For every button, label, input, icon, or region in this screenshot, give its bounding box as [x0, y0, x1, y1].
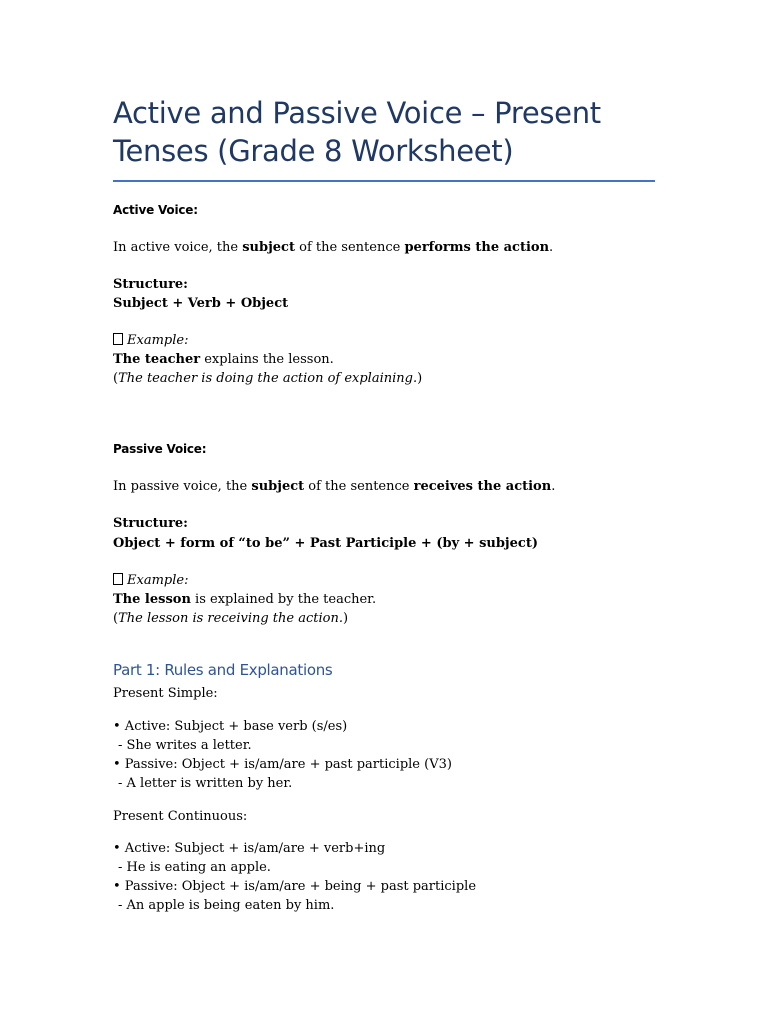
active-def-bold-2: performs the action	[404, 240, 550, 255]
paren-open: (	[113, 611, 119, 626]
active-voice-heading: Active Voice:	[113, 203, 198, 217]
passive-example-rest: is explained by the teacher.	[190, 592, 377, 607]
passive-structure-text: Object + form of “to be” + Past Participle + (by + subject)	[113, 536, 538, 551]
active-example-explanation	[113, 370, 422, 388]
example-icon	[113, 333, 123, 345]
passive-example-label	[113, 572, 188, 590]
title-divider	[113, 180, 655, 182]
list-item: • Active: Subject + is/am/are + verb+ing	[113, 841, 386, 856]
list-item: • Passive: Object + is/am/are + being + past participle	[113, 879, 477, 894]
passive-structure-label	[113, 515, 188, 533]
page-title: Active and Passive Voice – Present Tenses (Grade 8 Worksheet)	[113, 96, 601, 168]
active-structure-label-text: Structure:	[113, 277, 188, 292]
present-simple-label: Present Simple:	[113, 686, 218, 701]
paren-close: )	[342, 611, 349, 626]
active-example-label-text: Example:	[127, 333, 189, 348]
passive-explanation-text: The lesson is receiving the action.	[118, 611, 343, 626]
passive-definition	[113, 478, 555, 496]
part1-heading: Part 1: Rules and Explanations	[113, 661, 333, 679]
passive-example-label-text: Example:	[127, 573, 189, 588]
passive-def-bold-1: subject	[251, 479, 305, 494]
active-structure	[113, 295, 288, 313]
active-definition	[113, 239, 553, 257]
active-example-label	[113, 332, 188, 350]
passive-def-text-3: .	[551, 479, 556, 494]
active-structure-label	[113, 276, 188, 294]
passive-def-text-1: In passive voice, the	[113, 479, 252, 494]
list-item: • Active: Subject + base verb (s/es)	[113, 719, 348, 734]
list-item: - A letter is written by her.	[118, 776, 293, 791]
active-def-bold-1: subject	[242, 240, 295, 255]
list-item: • Passive: Object + is/am/are + past participle (V3)	[113, 757, 452, 772]
passive-def-bold-2: receives the action	[413, 479, 552, 494]
passive-example-subject: The lesson	[113, 592, 191, 607]
example-icon	[113, 573, 123, 585]
list-item: - An apple is being eaten by him.	[118, 898, 335, 913]
passive-def-text-2: of the sentence	[304, 479, 414, 494]
active-example-rest: explains the lesson.	[200, 352, 334, 367]
active-example	[113, 351, 334, 369]
passive-example	[113, 591, 376, 609]
active-def-text-2: of the sentence	[294, 240, 405, 255]
active-def-text-1: In active voice, the	[113, 240, 243, 255]
present-continuous-label: Present Continuous:	[113, 809, 248, 824]
paren-open: (	[113, 371, 119, 386]
active-explanation-text: The teacher is doing the action of explaining.	[118, 371, 418, 386]
passive-structure-label-text: Structure:	[113, 516, 188, 531]
active-structure-text: Subject + Verb + Object	[113, 296, 289, 311]
active-def-text-3: .	[549, 240, 554, 255]
passive-structure	[113, 535, 538, 553]
passive-example-explanation	[113, 610, 348, 628]
list-item: - He is eating an apple.	[118, 860, 271, 875]
passive-voice-heading: Passive Voice:	[113, 442, 207, 456]
active-example-subject: The teacher	[113, 352, 201, 367]
list-item: - She writes a letter.	[118, 738, 252, 753]
paren-close: )	[417, 371, 423, 386]
